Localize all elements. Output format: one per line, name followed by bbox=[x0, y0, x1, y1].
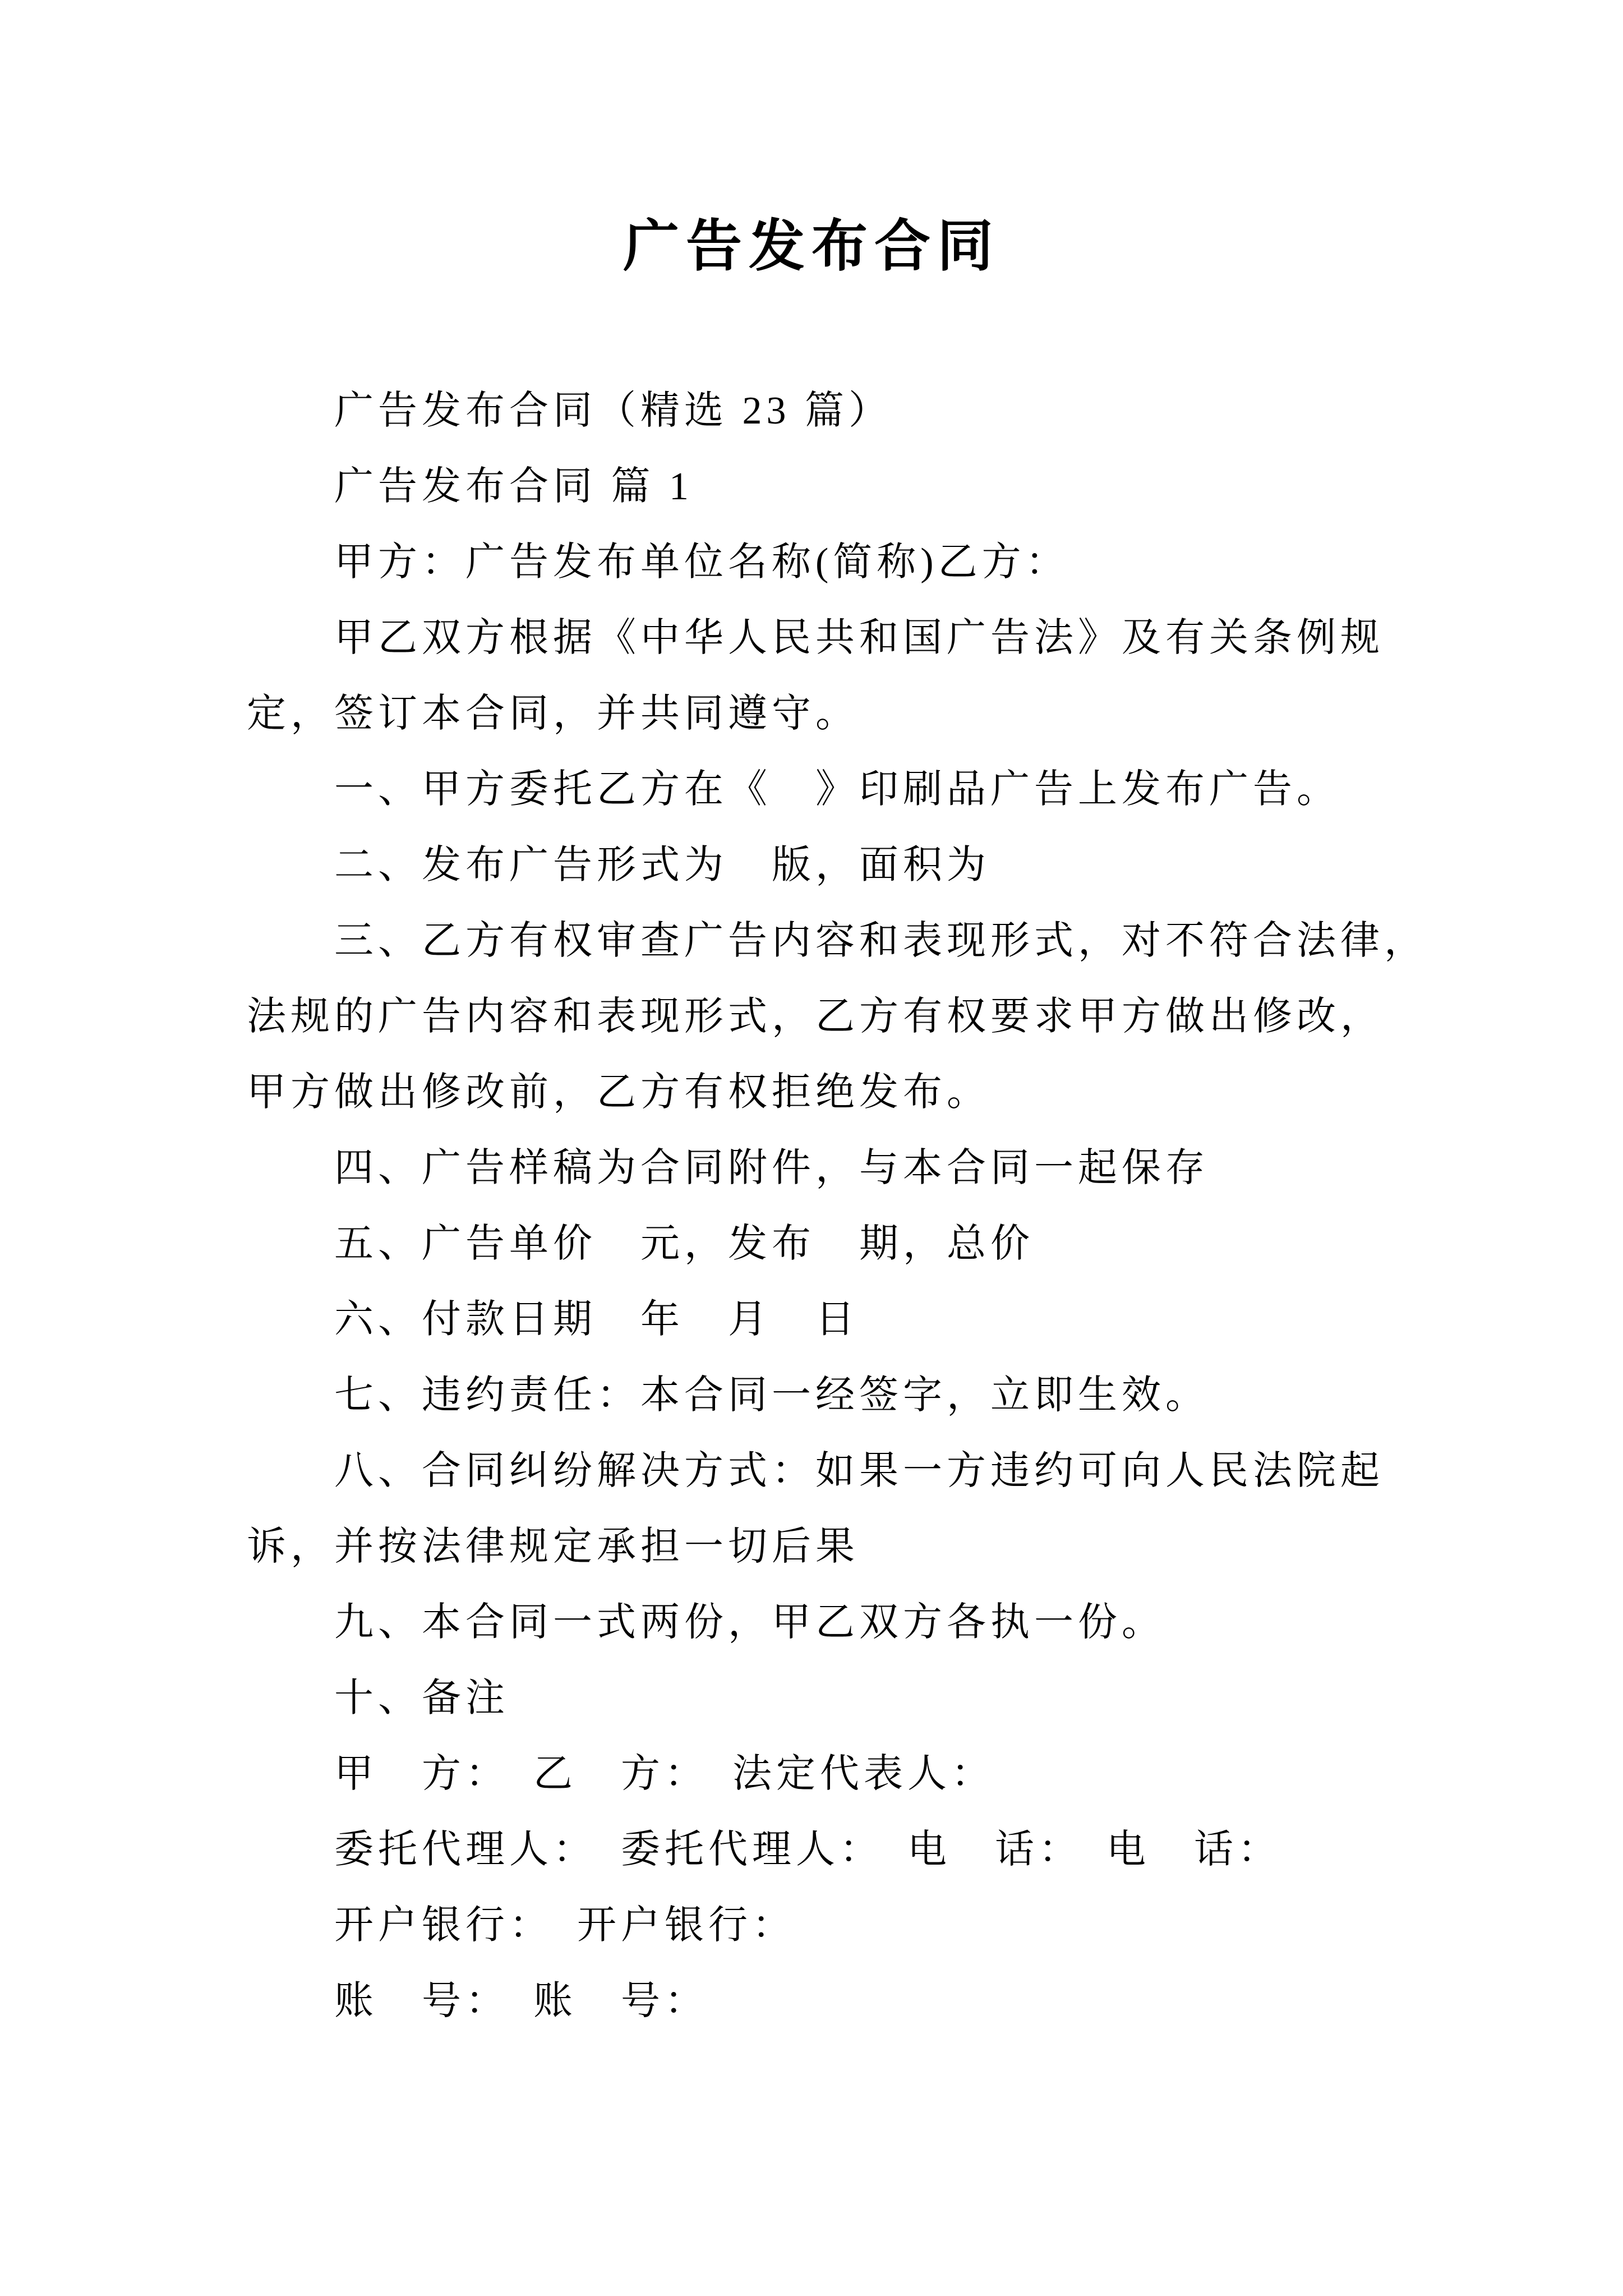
body-line: 三、乙方有权审查广告内容和表现形式，对不符合法律， bbox=[334, 919, 1428, 963]
body-line: 十、备注 bbox=[334, 1677, 509, 1720]
document-body bbox=[247, 373, 1428, 2039]
body-line: 甲 方： 乙 方： 法定代表人： bbox=[334, 1752, 995, 1796]
body-line: 账 号： 账 号： bbox=[334, 1980, 708, 2023]
body-line: 诉，并按法律规定承担一切后果 bbox=[247, 1525, 859, 1568]
body-line: 法规的广告内容和表现形式，乙方有权要求甲方做出修改， bbox=[247, 995, 1384, 1038]
body-line: 广告发布合同（精选 23 篇） bbox=[334, 389, 892, 432]
body-line: 八、合同纠纷解决方式：如果一方违约可向人民法院起 bbox=[334, 1450, 1384, 1493]
body-line: 六、付款日期 年 月 日 bbox=[334, 1298, 859, 1341]
body-line: 甲方：广告发布单位名称(简称)乙方： bbox=[334, 541, 1069, 584]
body-line: 委托代理人： 委托代理人： 电 话： 电 话： bbox=[334, 1828, 1281, 1871]
body-line: 甲乙双方根据《中华人民共和国广告法》及有关条例规 bbox=[334, 616, 1384, 660]
body-line: 甲方做出修改前，乙方有权拒绝发布。 bbox=[247, 1071, 990, 1114]
body-line: 二、发布广告形式为 版，面积为 bbox=[334, 844, 990, 887]
body-line: 广告发布合同 篇 1 bbox=[334, 465, 693, 508]
body-line: 开户银行： 开户银行： bbox=[334, 1904, 796, 1947]
body-line: 五、广告单价 元，发布 期，总价 bbox=[334, 1222, 1034, 1266]
body-line: 一、甲方委托乙方在《 》印刷品广告上发布广告。 bbox=[334, 768, 1340, 811]
body-line: 九、本合同一式两份，甲乙双方各执一份。 bbox=[334, 1601, 1165, 1644]
body-line: 定，签订本合同，并共同遵守。 bbox=[247, 692, 859, 735]
document-title: 广告发布合同 bbox=[623, 215, 1000, 278]
body-line: 七、违约责任：本合同一经签字，立即生效。 bbox=[334, 1374, 1209, 1417]
body-line: 四、广告样稿为合同附件，与本合同一起保存 bbox=[334, 1147, 1209, 1190]
